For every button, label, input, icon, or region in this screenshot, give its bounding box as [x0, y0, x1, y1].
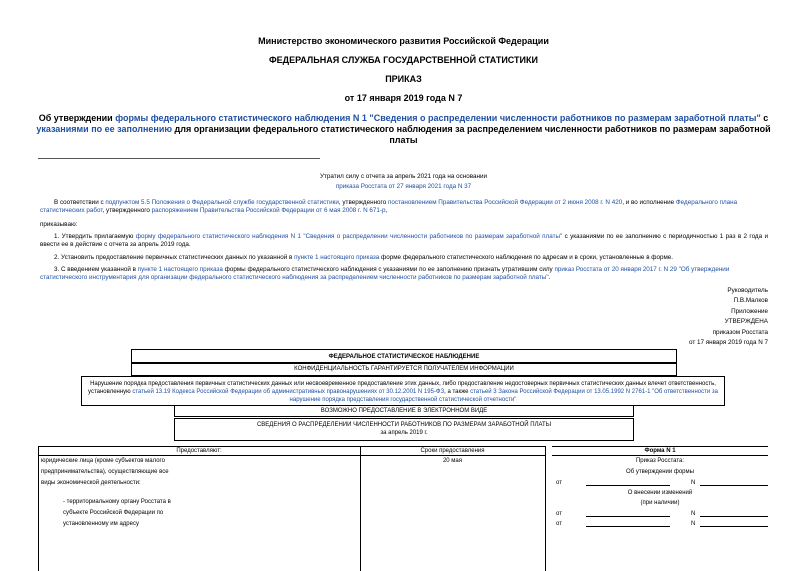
from-label: от — [556, 480, 562, 486]
document-type: ПРИКАЗ — [385, 74, 422, 84]
confidentiality-label: КОНФИДЕНЦИАЛЬНОСТЬ ГАРАНТИРУЕТСЯ ПОЛУЧАТЕЛЕМ ИНФОРМАЦИИ — [294, 366, 514, 372]
from-label: от — [556, 521, 562, 527]
preamble-text: , и во исполнение — [622, 199, 676, 206]
liability-text: Нарушение порядка предоставления первичных статистических данных или несвоевременное предоставление этих данных, либо предоставление недостоверных первичных статистических данных влечет ответственность, установленную — [88, 381, 716, 395]
preamble-text: , утвержденного — [102, 207, 152, 215]
clause-link[interactable]: пункте 1 настоящего приказа — [137, 266, 223, 273]
title-instructions-link[interactable]: указаниями по ее заполнению — [36, 124, 173, 134]
clause-link[interactable]: пункте 1 настоящего приказа — [294, 254, 380, 261]
table-left-border — [38, 446, 39, 571]
service-name: ФЕДЕРАЛЬНАЯ СЛУЖБА ГОСУДАРСТВЕННОЙ СТАТИСТИКИ — [269, 55, 538, 65]
item-2-text: форме федерального статистического наблюдения по адресам и в сроки, установленные в форме. — [379, 254, 674, 261]
title-text-3: для организации федерального статистического наблюдения за распределением численности работников по размерам заработной платы — [172, 124, 771, 145]
number-label: N — [691, 480, 696, 486]
signatory-position: Руководитель — [727, 287, 768, 294]
document-title — [36, 113, 771, 146]
column-header-deadline: Сроки предоставления — [420, 448, 485, 454]
ministry-name: Министерство экономического развития Российской Федерации — [258, 36, 549, 46]
date-line[interactable] — [586, 516, 670, 517]
title-text-2: с — [760, 113, 769, 123]
from-label: от — [556, 511, 562, 517]
federal-law-link[interactable]: статьей 3 Закона Российской Федерации от 13.05.1992 N 2761-1 "Об ответственности за нарушение порядка представления государственной статистической отчетности" — [289, 389, 718, 403]
report-title: СВЕДЕНИЯ О РАСПРЕДЕЛЕНИИ ЧИСЛЕННОСТИ РАБОТНИКОВ ПО РАЗМЕРАМ ЗАРАБОТНОЙ ПЛАТЫ — [256, 422, 552, 428]
report-title-box — [174, 418, 634, 441]
item-1 — [40, 233, 768, 250]
signatory-name: П.В.Малков — [733, 297, 768, 304]
form-link[interactable]: форму федерального статистического наблюдения N 1 "Сведения о распределении численности работников по размерам заработной платы" — [135, 233, 563, 240]
number-line[interactable] — [700, 526, 768, 527]
item-1-text: с указаниями по ее заполнению с периодичностью 1 раз в 2 года и ввести ее в действие с отчета за апрель 2019 года. — [40, 233, 768, 249]
resolution-link[interactable]: постановлением Правительства Российской Федерации от 2 июня 2008 г. N 420 — [387, 199, 623, 206]
item-3 — [40, 266, 768, 283]
date-line[interactable] — [586, 485, 670, 486]
form-number: Форма N 1 — [644, 448, 676, 454]
number-label: N — [691, 511, 696, 517]
liability-text: , а также — [444, 389, 471, 395]
liability-notice — [82, 377, 724, 404]
preamble-text: , — [385, 207, 388, 215]
title-text-1: Об утверждении — [38, 113, 116, 123]
form-number-bottom-border — [552, 455, 768, 456]
submitter-line: предпринимательства), осуществляющие все — [41, 469, 169, 475]
submitters-list — [41, 457, 357, 531]
decree-link[interactable]: распоряжением Правительства Российской Федерации от 6 мая 2008 г. N 671-р — [151, 207, 386, 215]
item-3-text: . — [548, 274, 551, 282]
submitter-line: установленному им адресу — [63, 521, 139, 527]
number-line[interactable] — [700, 516, 768, 517]
confidentiality-box — [131, 362, 677, 376]
status-repeal-link[interactable]: приказа Росстата от 27 января 2021 года N 37 — [335, 183, 472, 190]
item-3-text: формы федерального статистического наблюдения с указаниями по ее заполнению признать утратившим силу — [222, 266, 555, 273]
submitter-line: субъекте Российской Федерации по — [63, 510, 164, 516]
title-form-link[interactable]: формы федерального статистического наблюдения N 1 "Сведения о распределении численности работников по размерам заработной платы" — [115, 113, 761, 123]
form-approval-label: Об утверждении формы — [626, 469, 694, 475]
submitter-line: юридические лица (кроме субъектов малого — [41, 458, 165, 464]
item-2-text: 2. Установить предоставление первичных статистических данных по указанной в — [54, 254, 295, 261]
regulation-link[interactable]: подпунктом 5.5 Положения о Федеральной службе государственной статистики — [105, 199, 339, 206]
status-note: Утратил силу с отчета за апрель 2021 года на основании — [320, 173, 487, 180]
submitter-line: виды экономической деятельности: — [41, 480, 141, 486]
preamble-paragraph — [40, 199, 768, 216]
submitter-line: - территориальному органу Росстата в — [63, 499, 171, 505]
appendix-label: Приложение — [731, 308, 768, 315]
report-period: за апрель 2019 г. — [380, 430, 428, 436]
approving-order: приказом Росстата — [712, 329, 768, 336]
date-line[interactable] — [586, 526, 670, 527]
approving-order-date: от 17 января 2019 года N 7 — [688, 339, 768, 346]
repealed-order-link[interactable]: приказ Росстата от 20 января 2017 г. N 29 "Об утверждении статистического инструментария для организации федерального статистического наблюдения за распределением численности работников по размерам заработной платы" — [40, 266, 730, 282]
amendments-label: О внесении изменений — [627, 490, 693, 496]
number-label: N — [691, 521, 696, 527]
approved-label: УТВЕРЖДЕНА — [724, 318, 768, 325]
orders-word: приказываю: — [40, 221, 78, 228]
item-1-text: 1. Утвердить прилагаемую — [54, 233, 136, 240]
admin-code-link[interactable]: статьей 13.19 Кодекса Российской Федерации об административных правонарушениях от 30.12.2001 N 195-ФЗ — [132, 389, 445, 395]
electronic-box — [174, 405, 634, 417]
item-3-text: 3. С введением указанной в — [54, 266, 138, 273]
submission-deadline: 20 мая — [442, 458, 463, 464]
federal-observation-label: ФЕДЕРАЛЬНОЕ СТАТИСТИЧЕСКОЕ НАБЛЮДЕНИЕ — [328, 354, 480, 360]
column-header-submitters: Предоставляют: — [176, 448, 222, 454]
header-divider — [38, 158, 320, 159]
electronic-label: ВОЗМОЖНО ПРЕДОСТАВЛЕНИЕ В ЭЛЕКТРОННОМ ВИДЕ — [320, 408, 488, 414]
if-any-label: (при наличии) — [640, 500, 680, 506]
table-right-border — [545, 446, 546, 571]
rosstat-order-label: Приказ Росстата: — [635, 458, 685, 464]
item-2 — [40, 254, 768, 262]
liability-notice-box — [81, 376, 725, 406]
document-date: от 17 января 2019 года N 7 — [344, 93, 463, 103]
statistical-plan-link[interactable]: Федерального плана статистических работ — [40, 199, 738, 215]
preamble-text: , утвержденного — [338, 199, 388, 206]
table-header-border — [38, 455, 546, 456]
preamble-text: В соответствии с — [54, 199, 106, 206]
number-line[interactable] — [700, 485, 768, 486]
